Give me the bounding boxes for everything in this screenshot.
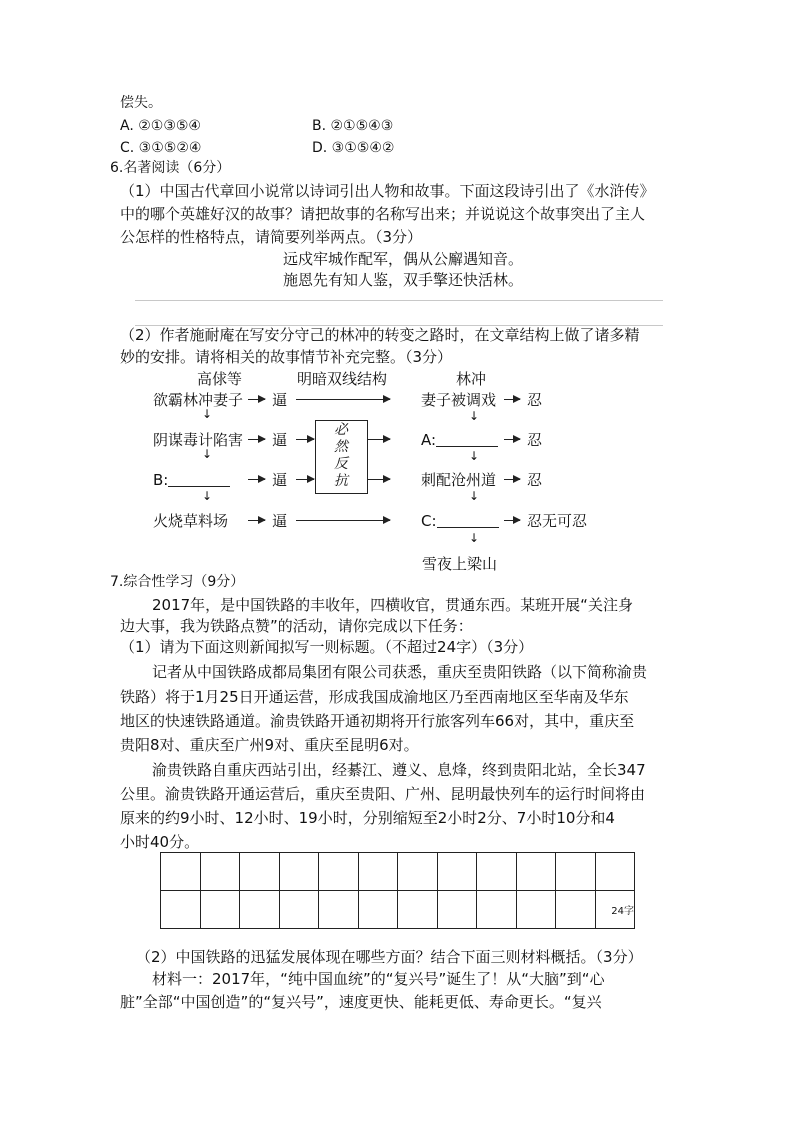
q6-poem-line: 施恩先有知人鉴，双手擎还快活林。 — [283, 271, 524, 289]
fill-blank-c[interactable] — [437, 513, 499, 528]
news-line: 小时40分。 — [120, 833, 200, 851]
force-label: 逼 — [272, 391, 288, 409]
material-line: 脏”全部“中国创造”的“复兴号”，速度更快、能耗更低、寿命更长。“复兴 — [120, 993, 602, 1011]
left-step: 火烧草料场 — [153, 512, 229, 530]
down-arrow-icon: ↓ — [469, 531, 480, 545]
grid-cell[interactable] — [437, 853, 477, 891]
col-header-linchong: 林冲 — [456, 370, 487, 388]
q6-part1-line: （1）中国古代章回小说常以诗词引出人物和故事。下面这段诗引出了《水浒传》 — [120, 182, 655, 200]
grid-cell[interactable] — [279, 891, 319, 929]
q5-option-d: D. ③①⑤④② — [312, 140, 395, 156]
q7-part1: （1）请为下面这则新闻拟写一则标题。（不超过24字）（3分） — [120, 638, 534, 656]
grid-count-label: 24字 — [611, 906, 634, 917]
grid-cell[interactable] — [240, 891, 280, 929]
news-line: 记者从中国铁路成都局集团有限公司获悉，重庆至贵阳铁路（以下简称渝贵 — [152, 663, 648, 681]
grid-cell[interactable] — [516, 891, 556, 929]
grid-cell[interactable] — [358, 891, 398, 929]
box-char: 然 — [334, 439, 348, 455]
result-label: 忍 — [527, 431, 543, 449]
arrow-right-icon — [296, 439, 314, 440]
grid-cell[interactable] — [398, 853, 438, 891]
box-char: 必 — [334, 422, 348, 438]
grid-cell[interactable] — [200, 891, 240, 929]
grid-cell[interactable] — [161, 891, 201, 929]
news-line: 渝贵铁路自重庆西站引出，经綦江、遵义、息烽，终到贵阳北站，全长347 — [152, 761, 646, 779]
news-line: 原来的约9小时、12小时、19小时，分别缩短至2小时2分、7小时10分和4 — [120, 809, 615, 827]
fill-blank-a[interactable] — [436, 432, 498, 447]
col-header-structure: 明暗双线结构 — [297, 370, 388, 388]
down-arrow-icon: ↓ — [469, 409, 480, 423]
grid-cell[interactable] — [240, 853, 280, 891]
arrow-right-icon — [504, 439, 520, 440]
grid-cell[interactable] — [437, 891, 477, 929]
arrow-right-icon — [368, 479, 390, 480]
grid-cell[interactable] — [319, 891, 359, 929]
answer-grid[interactable] — [160, 852, 635, 929]
down-arrow-icon: ↓ — [469, 489, 480, 503]
down-arrow-icon: ↓ — [469, 449, 480, 463]
grid-row — [161, 853, 635, 891]
grid-cell-24[interactable] — [595, 891, 635, 929]
left-step-blank-b: B: — [153, 469, 230, 491]
left-step: 阴谋毒计陷害 — [153, 431, 244, 449]
q7-intro-line: 边大事，我为铁路点赞”的活动，请你完成以下任务： — [120, 617, 473, 635]
arrow-right-icon — [296, 399, 390, 400]
grid-row — [161, 891, 635, 929]
q6-part1-line: 中的哪个英雄好汉的故事？请把故事的名称写出来；并说说这个故事突出了主人 — [120, 205, 646, 223]
arrow-right-icon — [504, 520, 520, 521]
material-line: 材料一：2017年，“纯中国血统”的“复兴号”诞生了！从“大脑”到“心 — [152, 970, 605, 988]
q6-heading: 6.名著阅读（6分） — [110, 160, 231, 176]
q5-option-c: C. ③①⑤②④ — [120, 140, 202, 156]
q5-option-b: B. ②①⑤④③ — [312, 118, 394, 134]
grid-cell[interactable] — [279, 853, 319, 891]
grid-cell[interactable] — [319, 853, 359, 891]
arrow-right-icon — [248, 520, 265, 521]
q7-intro-line: 2017年，是中国铁路的丰收年，四横收官，贯通东西。某班开展“关注身 — [152, 596, 633, 614]
q7-part2: （2）中国铁路的迅猛发展体现在哪些方面？结合下面三则材料概括。（3分） — [136, 948, 643, 966]
arrow-right-icon — [296, 479, 314, 480]
arrow-right-icon — [248, 479, 265, 480]
result-label: 忍 — [527, 391, 543, 409]
left-step: 欲霸林冲妻子 — [153, 391, 244, 409]
grid-cell[interactable] — [556, 891, 596, 929]
right-step-blank-c: C: — [421, 510, 499, 532]
right-step-final: 雪夜上梁山 — [422, 555, 498, 573]
grid-cell[interactable] — [161, 853, 201, 891]
answer-line — [135, 300, 663, 301]
right-step-blank-a: A: — [421, 429, 498, 451]
q6-part2-line: （2）作者施耐庵在写安分守己的林冲的转变之路时，在文章结构上做了诸多精 — [120, 326, 640, 344]
fill-blank-b[interactable] — [168, 472, 230, 487]
arrow-right-icon — [368, 439, 390, 440]
news-line: 贵阳8对、重庆至广州9对、重庆至昆明6对。 — [120, 736, 419, 754]
q6-poem-line: 远戍牢城作配军，偶从公廨遇知音。 — [283, 250, 524, 268]
arrow-right-icon — [248, 399, 265, 400]
grid-cell[interactable] — [477, 891, 517, 929]
grid-cell[interactable] — [477, 853, 517, 891]
grid-cell[interactable] — [556, 853, 596, 891]
grid-cell[interactable] — [516, 853, 556, 891]
result-label: 忍无可忍 — [527, 512, 588, 530]
arrow-right-icon — [504, 479, 520, 480]
box-char: 反 — [334, 456, 348, 472]
grid-cell[interactable] — [200, 853, 240, 891]
q5-option-a: A. ②①③⑤④ — [120, 118, 201, 134]
news-line: 地区的快速铁路通道。渝贵铁路开通初期将开行旅客列车66对，其中，重庆至 — [120, 712, 635, 730]
box-char: 抗 — [334, 473, 348, 489]
q6-part1-line: 公怎样的性格特点，请简要列举两点。（3分） — [120, 228, 423, 246]
arrow-right-icon — [248, 439, 265, 440]
arrow-right-icon — [296, 520, 390, 521]
arrow-right-icon — [504, 399, 520, 400]
grid-cell[interactable] — [595, 853, 635, 891]
grid-cell[interactable] — [398, 891, 438, 929]
news-line: 铁路）将于1月25日开通运营，形成我国成渝地区乃至西南地区至华南及华东 — [120, 688, 629, 706]
down-arrow-icon: ↓ — [202, 489, 213, 503]
result-label: 忍 — [527, 471, 543, 489]
right-step: 妻子被调戏 — [421, 391, 497, 409]
q6-part2-line: 妙的安排。请将相关的故事情节补充完整。（3分） — [120, 348, 453, 366]
q5-tail: 偿失。 — [120, 95, 162, 111]
q7-heading: 7.综合性学习（9分） — [110, 574, 245, 590]
force-label: 逼 — [272, 431, 288, 449]
grid-cell[interactable] — [358, 853, 398, 891]
inevitable-revolt-box — [315, 420, 368, 494]
right-step: 刺配沧州道 — [421, 471, 497, 489]
news-line: 公里。渝贵铁路开通运营后，重庆至贵阳、广州、昆明最快列车的运行时间将由 — [120, 785, 646, 803]
down-arrow-icon: ↓ — [202, 447, 213, 461]
force-label: 逼 — [272, 471, 288, 489]
down-arrow-icon: ↓ — [202, 407, 213, 421]
col-header-gaoqiu: 高俅等 — [197, 370, 243, 388]
force-label: 逼 — [272, 512, 288, 530]
